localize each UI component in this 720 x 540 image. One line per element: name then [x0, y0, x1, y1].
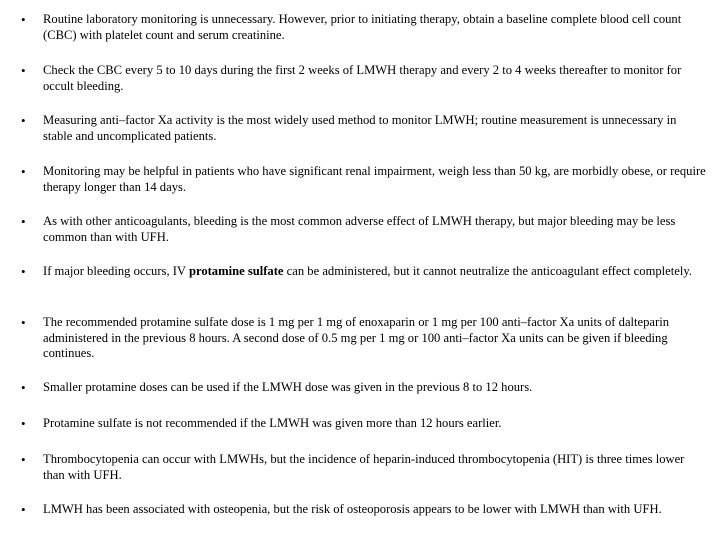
bullet-text: As with other anticoagulants, bleeding is the most common adverse effect of LMWH therapy, but major bleeding may be less common than with UFH. — [43, 214, 676, 244]
bullet-marker: • — [21, 113, 26, 128]
bullet-marker: • — [21, 416, 26, 431]
bullet-text: Routine laboratory monitoring is unnecessary. However, prior to initiating therapy, obtain a baseline complete blood cell count (CBC) with platelet count and serum creatinine. — [43, 12, 682, 42]
bullet-text: Check the CBC every 5 to 10 days during the first 2 weeks of LMWH therapy and every 2 to 4 weeks thereafter to monitor for occult bleeding. — [43, 63, 682, 93]
bullet-marker: • — [21, 452, 26, 467]
bullet-marker: • — [21, 214, 26, 229]
bullet-text: Smaller protamine doses can be used if the LMWH dose was given in the previous 8 to 12 hours. — [43, 380, 533, 394]
bullet-marker: • — [21, 264, 26, 279]
bullet-marker: • — [21, 164, 26, 179]
text-segment: If major bleeding occurs, IV — [43, 264, 189, 278]
bullet-text: Thrombocytopenia can occur with LMWHs, but the incidence of heparin-induced thrombocytopenia (HIT) is three times lower than with UFH. — [43, 452, 685, 482]
bullet-marker: • — [21, 315, 26, 330]
drug-name-emphasis: protamine sulfate — [188, 264, 284, 278]
bullet-marker: • — [21, 12, 26, 27]
bullet-marker: • — [21, 380, 26, 395]
bullet-text: The recommended protamine sulfate dose is 1 mg per 1 mg of enoxaparin or 1 mg per 100 anti–factor Xa units of dalteparin administered in the previous 8 hours. A second dose of 0.5 mg per 1 mg or 100 anti–factor Xa units can be given if bleeding continues. — [43, 315, 669, 360]
bullet-text: Protamine sulfate is not recommended if the LMWH was given more than 12 hours earlier. — [43, 416, 502, 430]
bullet-text — [43, 264, 708, 280]
bullet-text: Measuring anti–factor Xa activity is the most widely used method to monitor LMWH; routine measurement is unnecessary in stable and uncomplicated patients. — [43, 113, 677, 143]
bullet-text: LMWH has been associated with osteopenia, but the risk of osteoporosis appears to be lower with LMWH than with UFH. — [43, 502, 662, 516]
bullet-marker: • — [21, 63, 26, 78]
bullet-text: Monitoring may be helpful in patients who have significant renal impairment, weigh less than 50 kg, are morbidly obese, or require therapy longer than 14 days. — [43, 164, 706, 194]
bullet-marker: • — [21, 502, 26, 517]
text-segment: can be administered, but it cannot neutralize the anticoagulant effect completely. — [283, 264, 692, 278]
